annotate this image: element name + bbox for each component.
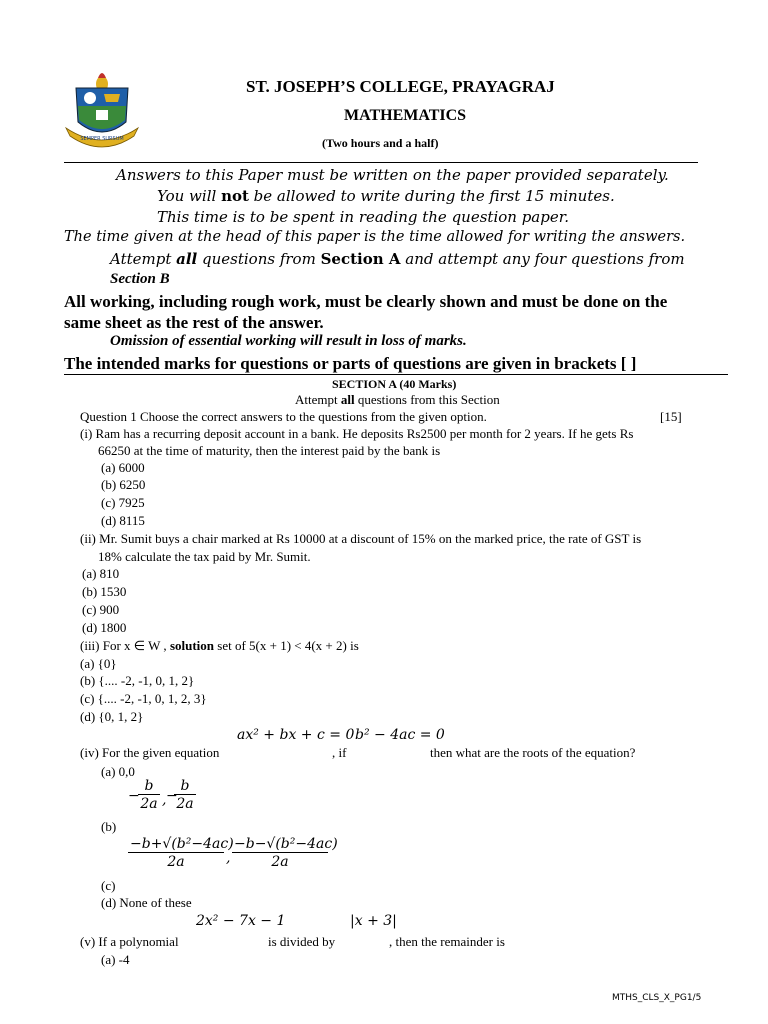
qiv-b-den-2: 2a [176, 796, 194, 812]
instruction-line-5-all: all [176, 250, 198, 268]
qii-option-b: (b) 1530 [82, 584, 127, 599]
qii-option-c: (c) 900 [82, 602, 120, 617]
section-a-subtitle [295, 391, 500, 408]
instruction-line-2-c: be allowed to write during the first 15 minutes. [248, 187, 615, 205]
section-a-sub-c: questions from this Section [354, 392, 500, 407]
instruction-omission: Omission of essential working will result in loss of marks. [110, 333, 467, 349]
qiv-b-comma: , [162, 792, 167, 808]
qiv-b-fraction-2 [174, 778, 196, 812]
qiii-option-d: (d) {0, 1, 2} [80, 709, 144, 724]
instruction-line-2-a: You will [157, 187, 222, 205]
qiv-option-d: (d) None of these [101, 895, 192, 910]
qiv-b-num-1: b [138, 778, 160, 795]
instruction-line-2-not: not [221, 187, 249, 205]
qiv-option-b: (b) [101, 819, 117, 834]
qv-line-a: (v) If a polynomial [80, 934, 179, 949]
question-1-label: Question 1 Choose the correct answers to the questions from the given option. [80, 409, 487, 424]
qiv-line-c: then what are the roots of the equation? [430, 745, 636, 760]
qiv-b-minus-1: − [128, 788, 140, 804]
instruction-line-5-a: Attempt [110, 250, 177, 268]
qiv-condition: b² − 4ac = 0 [355, 727, 445, 743]
qiii-option-a: (a) {0} [80, 656, 117, 671]
qii-line-1: (ii) Mr. Sumit buys a chair marked at Rs 10000 at a discount of 15% on the marked price, the rate of GST is [80, 531, 642, 546]
qiv-c-fraction-2 [232, 836, 338, 870]
qiv-option-c: (c) [101, 878, 116, 893]
question-1-marks: [15] [660, 409, 682, 424]
qv-option-a: (a) -4 [101, 952, 130, 967]
header-rule [64, 162, 698, 163]
duration: (Two hours and a half) [322, 136, 439, 150]
qv-divisor: |x + 3| [350, 913, 397, 929]
instruction-line-2 [157, 187, 615, 205]
qiv-b-fraction-1 [138, 778, 160, 812]
subject-title: MATHEMATICS [344, 107, 467, 124]
qi-line-1: (i) Ram has a recurring deposit account in a bank. He deposits Rs2500 per month for 2 years. If he gets Rs [80, 426, 634, 441]
qi-option-b: (b) 6250 [101, 477, 146, 492]
qiv-c-num-1: −b+√(b²−4ac) [130, 836, 234, 852]
qiv-b-den-1: 2a [140, 796, 158, 812]
instruction-line-5-section-a: Section A [320, 250, 401, 268]
qiv-c-den-2: 2a [271, 854, 289, 870]
instruction-line-5 [110, 250, 685, 268]
qiv-c-num-2: −b−√(b²−4ac) [234, 836, 338, 852]
qiv-line-a: (iv) For the given equation [80, 745, 220, 760]
qi-option-d: (d) 8115 [101, 513, 145, 528]
instruction-line-8: same sheet as the rest of the answer. [64, 313, 324, 332]
qiv-c-comma: , [226, 850, 231, 866]
instruction-line-4: The time given at the head of this paper is the time allowed for writing the answers. [64, 229, 686, 245]
qii-line-2: 18% calculate the tax paid by Mr. Sumit. [98, 549, 311, 564]
qiv-option-a: (a) 0,0 [101, 764, 135, 779]
qii-option-d: (d) 1800 [82, 620, 127, 635]
qiv-line-b: , if [332, 745, 347, 760]
qv-polynomial: 2x² − 7x − 1 [196, 913, 286, 929]
page-footer-code: MTHS_CLS_X_PG1/5 [612, 993, 702, 1003]
section-a-title: SECTION A (40 Marks) [332, 377, 457, 391]
instruction-brackets: The intended marks for questions or parts of questions are given in brackets [ ] [64, 354, 637, 373]
qi-line-2: 66250 at the time of maturity, then the interest paid by the bank is [98, 443, 441, 458]
instruction-line-7: All working, including rough work, must be clearly shown and must be done on the [64, 292, 668, 311]
qv-line-b: is divided by [268, 934, 336, 949]
qi-option-a: (a) 6000 [101, 460, 145, 475]
qi-option-c: (c) 7925 [101, 495, 145, 510]
qv-line-c: , then the remainder is [389, 934, 505, 949]
instructions-rule [64, 374, 728, 375]
qiv-equation: ax² + bx + c = 0 [237, 727, 355, 743]
qii-option-a: (a) 810 [82, 566, 120, 581]
svg-text:SEMPER SURSUM: SEMPER SURSUM [80, 136, 124, 142]
instruction-line-1: Answers to this Paper must be written on the paper provided separately. [116, 166, 669, 184]
instruction-line-5-c: questions from [197, 250, 321, 268]
qiii-line [80, 637, 359, 654]
college-name: ST. JOSEPH’S COLLEGE, PRAYAGRAJ [246, 77, 555, 96]
qiv-c-fraction-1 [128, 836, 234, 870]
instruction-line-5-e: and attempt any four questions from [400, 250, 685, 268]
section-a-sub-all: all [340, 392, 355, 407]
qiii-line-a: (iii) For x ∈ W , [80, 638, 170, 653]
qiv-c-den-1: 2a [167, 854, 185, 870]
instruction-section-b: Section B [110, 271, 170, 287]
instruction-line-3: This time is to be spent in reading the question paper. [157, 208, 570, 226]
qiv-b-num-2: b [174, 778, 196, 795]
section-a-sub-a: Attempt [295, 392, 341, 407]
qiv-b-minus-2: − [166, 788, 178, 804]
qiii-solution: solution [169, 638, 215, 653]
qiii-option-b: (b) {.... -2, -1, 0, 1, 2} [80, 673, 195, 688]
qiii-line-c: set of 5(x + 1) < 4(x + 2) is [214, 638, 359, 653]
college-crest-logo [60, 70, 144, 150]
qiii-option-c: (c) {.... -2, -1, 0, 1, 2, 3} [80, 691, 207, 706]
